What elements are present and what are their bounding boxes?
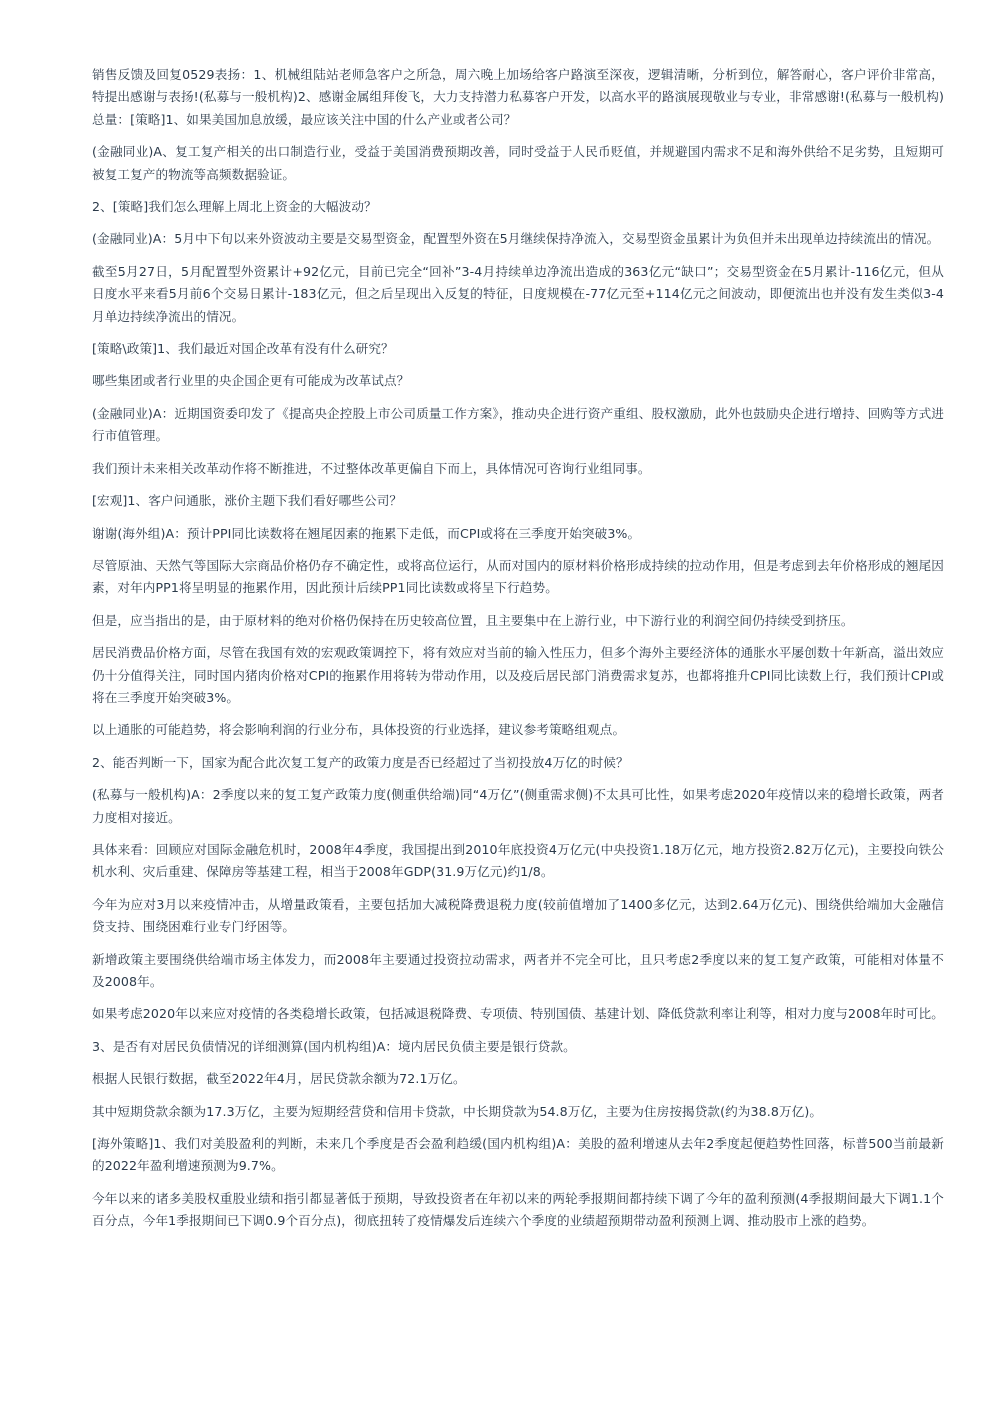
paragraph-soe-outlook: 我们预计未来相关改革动作将不断推进，不过整体改革更偏自下而上，具体情况可咨询行业组同事。 <box>92 460 651 476</box>
document-body <box>92 64 944 1243</box>
paragraph-supply-side-policy: 新增政策主要围绕供给端市场主体发力，而2008年主要通过投资拉动需求，两者并不完全可比，且只考虑2季度以来的复工复产政策，可能相对体量不及2008年。 <box>92 951 944 989</box>
paragraph-answer-ppi-cpi: 谢谢(海外组)A：预计PPI同比读数将在翘尾因素的拖累下走低，而CPI或将在三季度开始突破3%。 <box>92 525 641 541</box>
paragraph-question-us-earnings: [海外策略]1、我们对美股盈利的判断，未来几个季度是否会盈利趋缓(国内机构组)A：美股的盈利增速从去年2季度起便趋势性回落，标普500当前最新的2022年盈利增速预测为9.7%。 <box>92 1136 944 1174</box>
paragraph-foreign-capital-detail: 截至5月27日，5月配置型外资累计+92亿元，目前已完全“回补”3-4月持续单边净流出造成的363亿元“缺口”；交易型资金在5月累计-116亿元，但从日度水平来看5月前6个交易日累计-183亿元，但之后呈现出入反复的特征，日度规模在-77亿元至+114亿元之间波动，即便流出也并没有发生类似3-4月单边持续净流出的情况。 <box>92 263 944 324</box>
paragraph-answer-policy-comparison: (私募与一般机构)A：2季度以来的复工复产政策力度(侧重供给端)同“4万亿”(侧重需求侧)不太具可比性，如果考虑2020年疫情以来的稳增长政策，两者力度相对接近。 <box>92 787 944 825</box>
paragraph-answer-soe-plan: (金融同业)A：近期国资委印发了《提高央企控股上市公司质量工作方案》，推动央企进行资产重组、股权激励，此外也鼓励央企进行增持、回购等方式进行市值管理。 <box>92 405 944 444</box>
paragraph-2020-comparison: 如果考虑2020年以来应对疫情的各类稳增长政策，包括减退税降费、专项债、特别国债、基建计划、降低贷款利率让利等，相对力度与2008年时可比。 <box>92 1006 944 1022</box>
paragraph-consumer-prices: 居民消费品价格方面，尽管在我国有效的宏观政策调控下，将有效应对当前的输入性压力，但多个海外主要经济体的通胀水平屡创数十年新高，溢出效应仍十分值得关注，同时国内猪肉价格对CPI的拖累作用将转为带动作用，以及疫后居民部门消费需求复苏，也都将推升CPI同比读数上行，我们预计CPI或将在三季度开始突破3%。 <box>92 645 944 705</box>
paragraph-question-soe-reform: [策略\政策]1、我们最近对国企改革有没有什么研究？ <box>92 341 394 357</box>
paragraph-question-household-debt: 3、是否有对居民负债情况的详细测算(国内机构组)A：境内居民负债主要是银行贷款。 <box>92 1038 576 1054</box>
paragraph-answer-export-manufacturing: (金融同业)A、复工复产相关的出口制造行业，受益于美国消费预期改善，同时受益于人民币贬值，并规避国内需求不足和海外供给不足劣势，且短期可被复工复产的物流等高频数据验证。 <box>92 144 944 182</box>
paragraph-question-policy-strength: 2、能否判断一下，国家为配合此次复工复产的政策力度是否已经超过了当初投放4万亿的时候？ <box>92 754 629 770</box>
paragraph-2008-stimulus: 具体来看：回顾应对国际金融危机时，2008年4季度，我国提出到2010年底投资4万亿元(中央投资1.18万亿元，地方投资2.82万亿元)，主要投向铁公机水利、灾后重建、保障房等基建工程，相当于2008年GDP(31.9万亿元)约1/8。 <box>92 841 944 880</box>
paragraph-loan-breakdown: 其中短期贷款余额为17.3万亿，主要为短期经营贷和信用卡贷款，中长期贷款为54.8万亿，主要为住房按揭贷款(约为38.8万亿)。 <box>92 1103 823 1119</box>
paragraph-inflation-conclusion: 以上通胀的可能趋势，将会影响利润的行业分布，具体投资的行业选择，建议参考策略组观点。 <box>92 722 626 738</box>
paragraph-us-earnings-revisions: 今年以来的诸多美股权重股业绩和指引都显著低于预期，导致投资者在年初以来的两轮季报期间都持续下调了今年的盈利预测(4季报期间最大下调1.1个百分点，今年1季报期间已下调0.9个百分点)，彻底扭转了疫情爆发后连续六个季度的业绩超预期带动盈利预测上调、推动股市上涨的趋势。 <box>92 1190 944 1229</box>
paragraph-answer-foreign-capital: (金融同业)A：5月中下旬以来外资波动主要是交易型资金，配置型外资在5月继续保持净流入，交易型资金虽累计为负但并未出现单边持续流出的情况。 <box>92 231 940 247</box>
paragraph-commodity-prices: 尽管原油、天然气等国际大宗商品价格仍存不确定性，或将高位运行，从而对国内的原材料价格形成持续的拉动作用，但是考虑到去年价格形成的翘尾因素，对年内PP1将呈明显的拖累作用，因此预计后续PP1同比读数或将呈下行趋势。 <box>92 557 944 596</box>
paragraph-question-soe-pilot: 哪些集团或者行业里的央企国企更有可能成为改革试点？ <box>92 373 410 389</box>
paragraph-sales-feedback: 销售反馈及回复0529表扬：1、机械组陆站老师急客户之所急，周六晚上加场给客户路演至深夜，逻辑清晰，分析到位，解答耐心，客户评价非常高，特提出感谢与表扬!(私募与一般机构)2、感谢金属组拜俊飞，大力支持潜力私募客户开发，以高水平的路演展现敬业与专业，非常感谢!(私募与一般机构)总量：[策略]1、如果美国加息放缓，最应该关注中国的什么产业或者公司？ <box>92 67 944 127</box>
paragraph-2022-measures: 今年为应对3月以来疫情冲击，从增量政策看，主要包括加大减税降费退税力度(较前值增加了1400多亿元，达到2.64万亿元)、围绕供给端加大金融信贷支持、围绕困难行业专门纾困等。 <box>92 896 944 935</box>
paragraph-margin-squeeze: 但是，应当指出的是，由于原材料的绝对价格仍保持在历史较高位置，且主要集中在上游行业，中下游行业的利润空间仍持续受到挤压。 <box>92 612 854 628</box>
paragraph-question-northbound: 2、[策略]我们怎么理解上周北上资金的大幅波动？ <box>92 199 377 215</box>
paragraph-question-inflation: [宏观]1、客户问通胀，涨价主题下我们看好哪些公司？ <box>92 493 403 509</box>
paragraph-household-loans: 根据人民银行数据，截至2022年4月，居民贷款余额为72.1万亿。 <box>92 1071 466 1087</box>
